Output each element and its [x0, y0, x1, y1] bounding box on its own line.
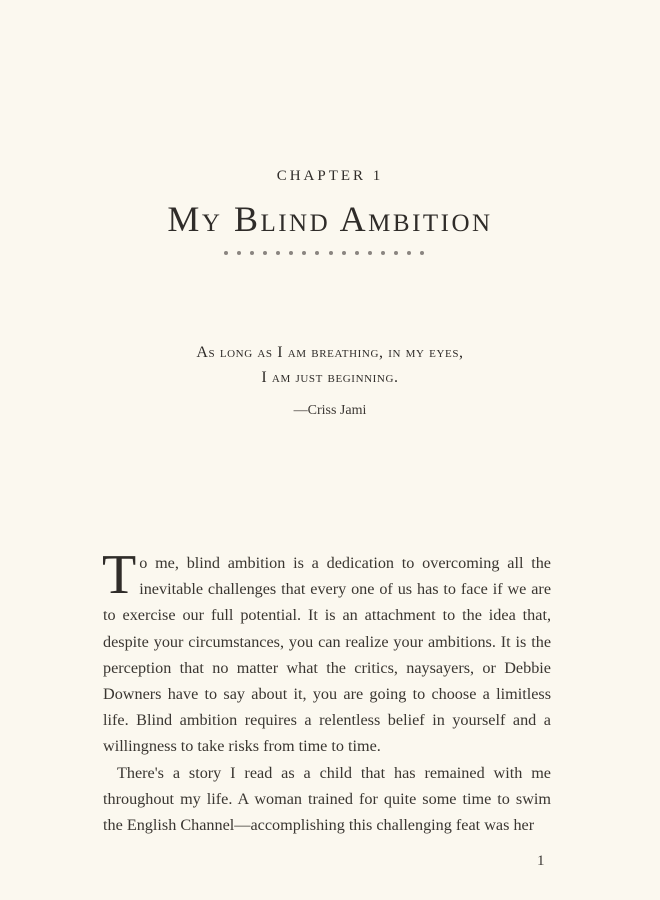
divider-dot [342, 251, 346, 255]
paragraph-1 [102, 544, 551, 760]
body-text [102, 544, 551, 838]
epigraph-line-1: As long as I am breathing, in my eyes, [196, 344, 464, 361]
epigraph-quote [0, 340, 660, 390]
divider-dot [407, 251, 411, 255]
chapter-label: CHAPTER 1 [276, 168, 384, 184]
divider-dot [355, 251, 359, 255]
divider-dot [329, 251, 333, 255]
ornamental-divider [224, 251, 424, 259]
paragraph-1-text: o me, blind ambition is a dedication to overcoming all the inevitable challenges that every one of us has to face if we are to exercise our full potential. It is an attachment to the idea that, despite your circumstances, you can realize your ambitions. It is the perception that no matter what the critics, naysayers, or Debbie Downers have to say about it, you are going to choose a limitless life. Blind ambition requires a relentless belief in yourself and a willingness to take risks from time to time. [103, 554, 551, 756]
divider-dot [237, 251, 241, 255]
divider-dot [224, 251, 228, 255]
divider-dot [289, 251, 293, 255]
paragraph-2: There's a story I read as a child that has remained with me throughout my life. A woman trained for quite some time to swim the English Channel—accomplishing this challenging feat was her [103, 763, 551, 835]
chapter-title: My Blind Ambition [167, 199, 493, 239]
page-number: 1 [537, 853, 545, 869]
divider-dot [394, 251, 398, 255]
divider-dot [302, 251, 306, 255]
divider-dot [420, 251, 424, 255]
divider-dot [381, 251, 385, 255]
epigraph-attribution: —Criss Jami [293, 403, 367, 418]
epigraph-line-2: I am just beginning. [261, 369, 399, 386]
divider-dot [276, 251, 280, 255]
divider-dot [263, 251, 267, 255]
divider-dot [368, 251, 372, 255]
divider-dot [315, 251, 319, 255]
divider-dot [250, 251, 254, 255]
drop-cap: T [102, 544, 137, 606]
